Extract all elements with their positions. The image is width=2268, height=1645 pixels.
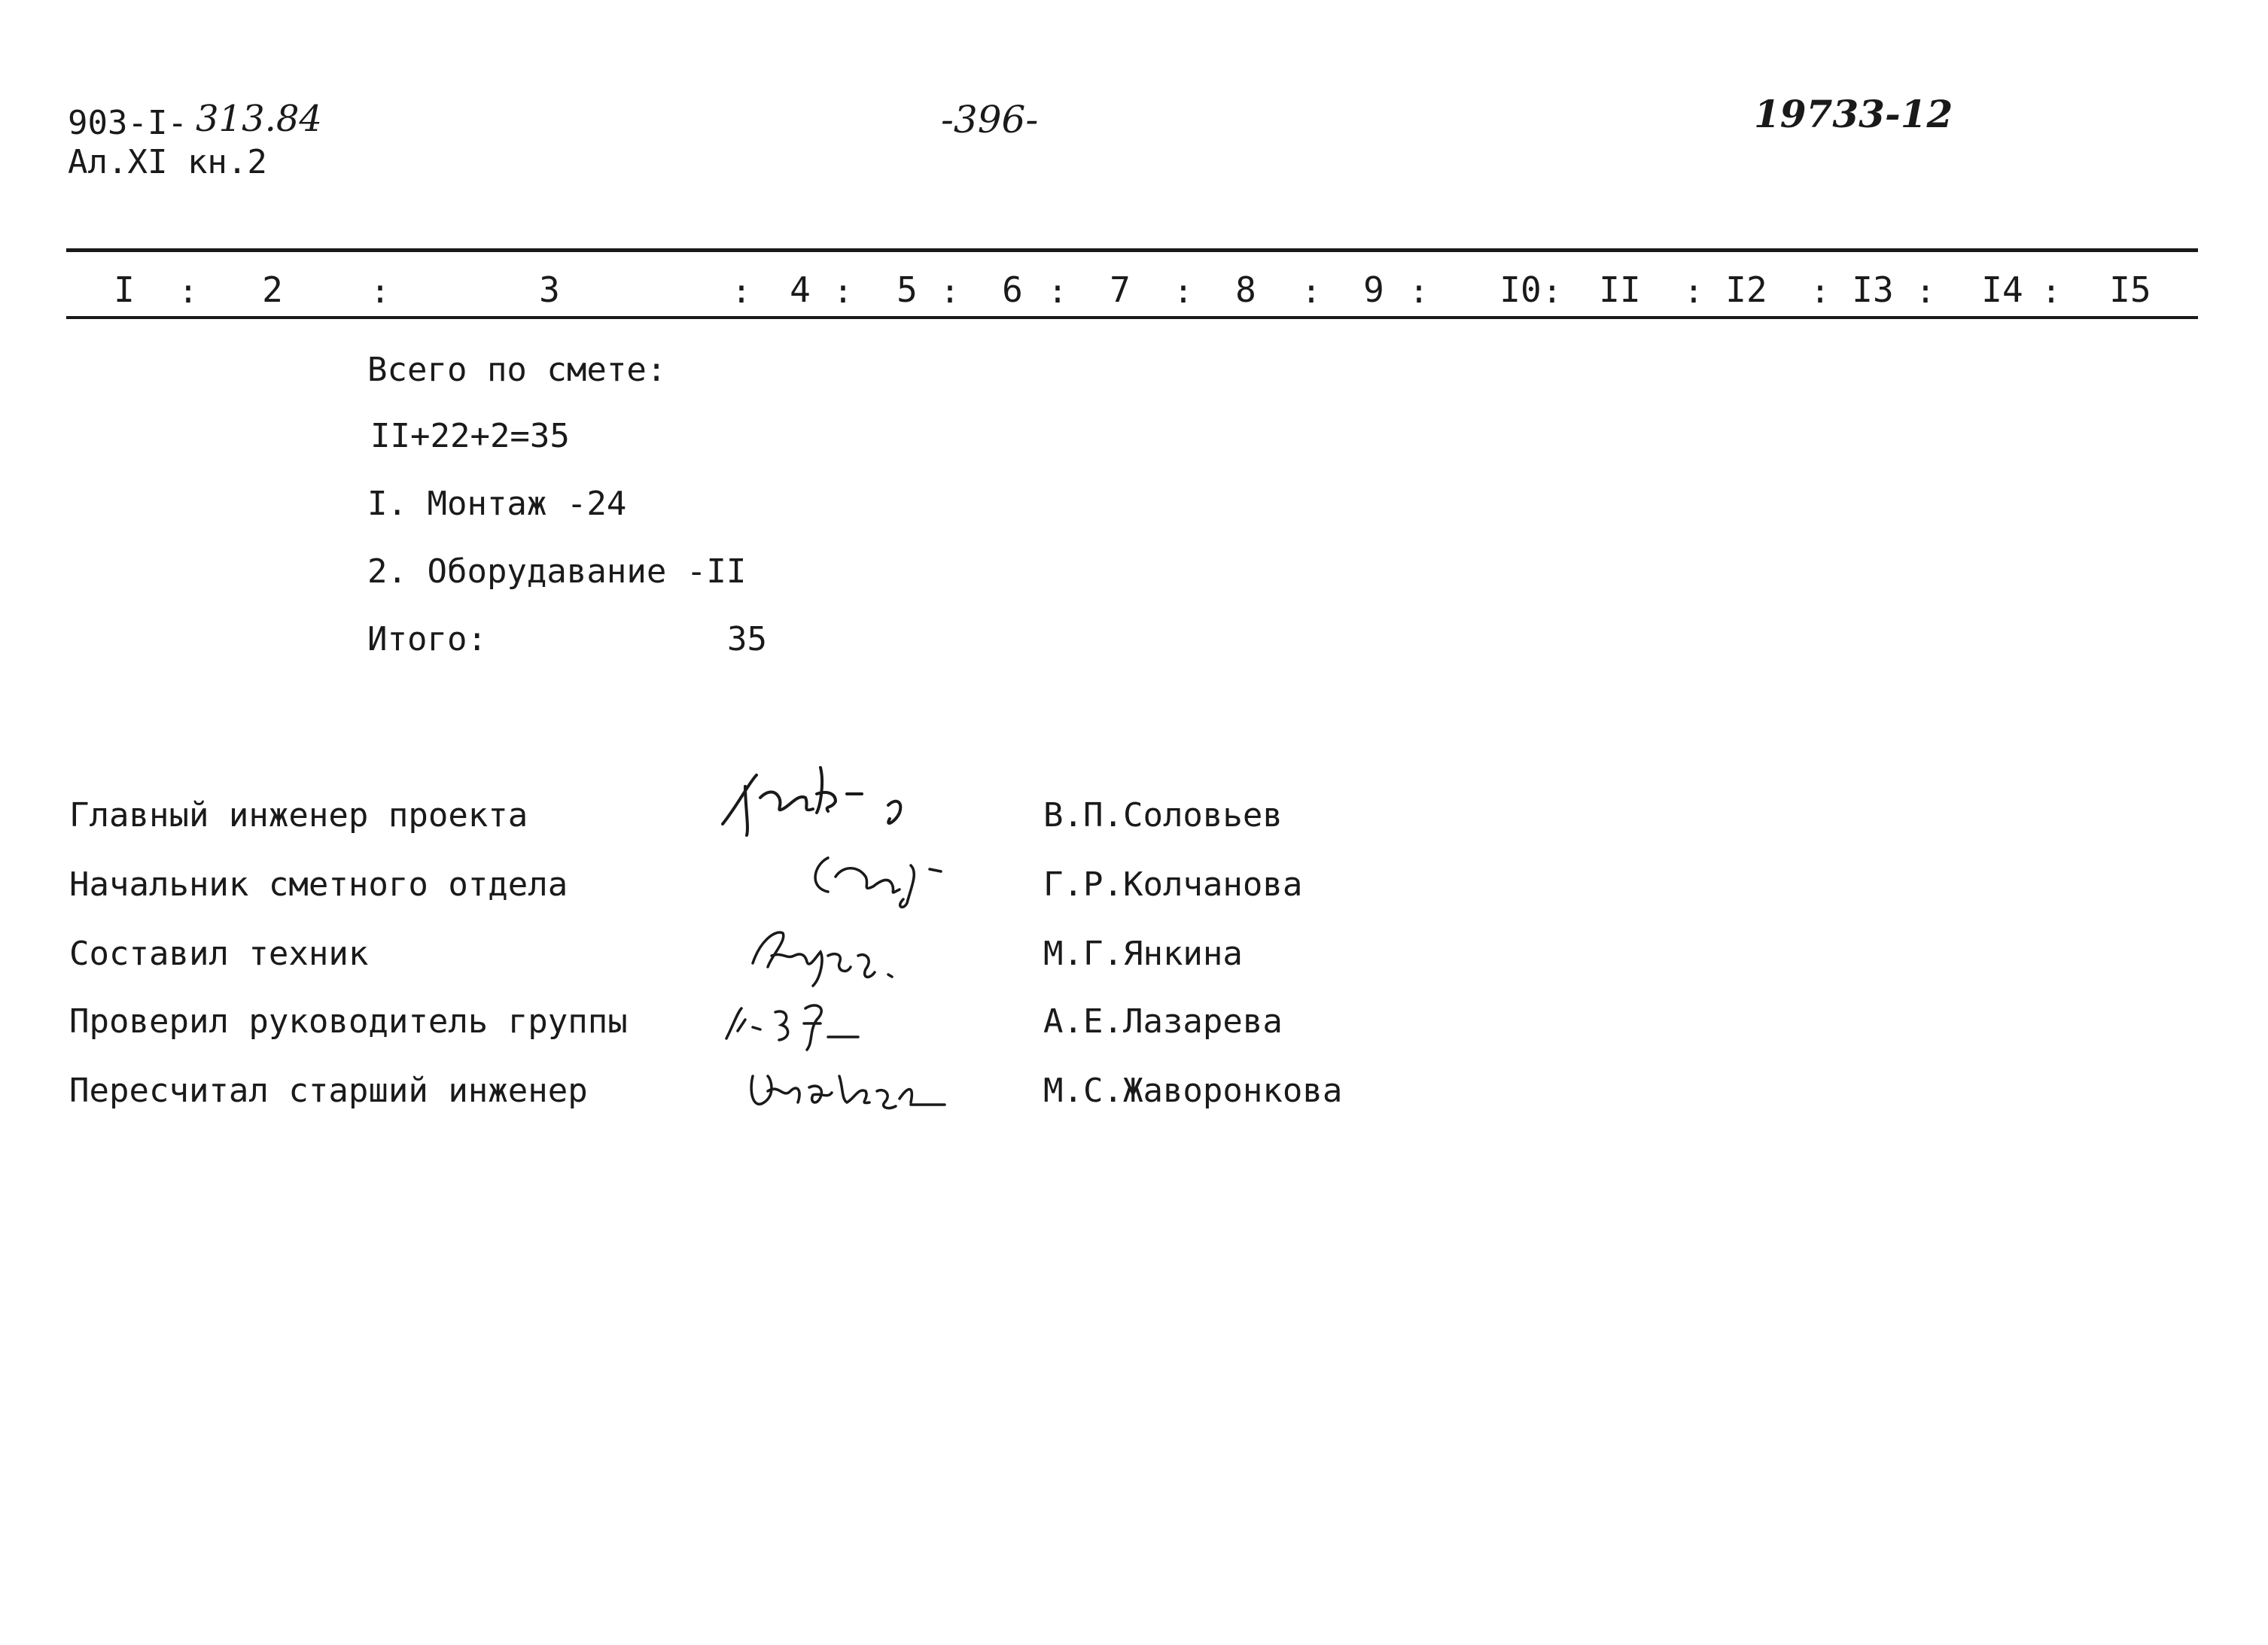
totals-total-value: 35	[727, 620, 767, 658]
column-separator: :	[370, 272, 391, 311]
column-separator: :	[1683, 272, 1704, 311]
table-header-underline	[66, 316, 2198, 319]
column-separator: :	[731, 272, 752, 311]
column-separator: :	[1542, 272, 1563, 311]
column-separator: :	[1915, 272, 1936, 311]
column-separator: :	[1408, 272, 1429, 311]
column-number: 2	[262, 269, 283, 310]
column-number: I3	[1852, 269, 1894, 310]
page-number: -396-	[941, 98, 1039, 141]
table-top-rule	[66, 248, 2198, 252]
column-separator: :	[939, 272, 960, 311]
signature-name: А.Е.Лазарева	[1043, 1002, 1283, 1041]
signature-role: Составил техник	[69, 935, 369, 973]
column-number: II	[1599, 269, 1641, 310]
column-separator: :	[178, 272, 199, 311]
handwritten-signature	[798, 835, 994, 921]
column-number: 3	[539, 269, 560, 310]
column-number: I2	[1725, 269, 1767, 310]
album-reference: Ал.XI кн.2	[68, 143, 267, 181]
column-number: I5	[2109, 269, 2151, 310]
handwritten-signature	[715, 978, 911, 1057]
column-number: I4	[1981, 269, 2023, 310]
column-number: I0	[1499, 269, 1542, 310]
designation-prefix: 903-I-	[68, 104, 187, 142]
signature-role: Пересчитал старший инженер	[69, 1072, 588, 1110]
column-number: 5	[897, 269, 918, 310]
column-number: 9	[1363, 269, 1384, 310]
signature-role: Главный инженер проекта	[69, 796, 528, 835]
column-separator: :	[1047, 272, 1068, 311]
designation-handwritten: 313.84	[196, 98, 322, 140]
document-number: 19733-12	[1754, 92, 1953, 136]
column-separator: :	[1810, 272, 1831, 311]
handwritten-signature	[738, 1046, 964, 1132]
signature-name: М.Г.Янкина	[1043, 935, 1243, 973]
column-separator: :	[2041, 272, 2062, 311]
column-separator: :	[833, 272, 854, 311]
totals-item-installation: I. Монтаж -24	[367, 485, 627, 523]
signature-role: Начальник сметного отдела	[69, 865, 568, 904]
column-separator: :	[1173, 272, 1194, 311]
signature-role: Проверил руководитель группы	[69, 1002, 628, 1041]
totals-formula: II+22+2=35	[370, 417, 570, 455]
column-number: I	[114, 269, 135, 310]
column-separator: :	[1301, 272, 1322, 311]
column-number: 7	[1110, 269, 1131, 310]
totals-item-equipment: 2. Оборудавание -II	[367, 552, 747, 591]
totals-total-label: Итого:	[367, 620, 487, 658]
signature-name: Г.Р.Колчанова	[1043, 865, 1303, 904]
signature-name: М.С.Жаворонкова	[1043, 1072, 1343, 1110]
column-number: 6	[1002, 269, 1023, 310]
column-number: 4	[790, 269, 811, 310]
totals-heading: Всего по смете:	[367, 351, 667, 389]
column-number: 8	[1235, 269, 1256, 310]
signature-name: В.П.Соловьев	[1043, 796, 1283, 835]
